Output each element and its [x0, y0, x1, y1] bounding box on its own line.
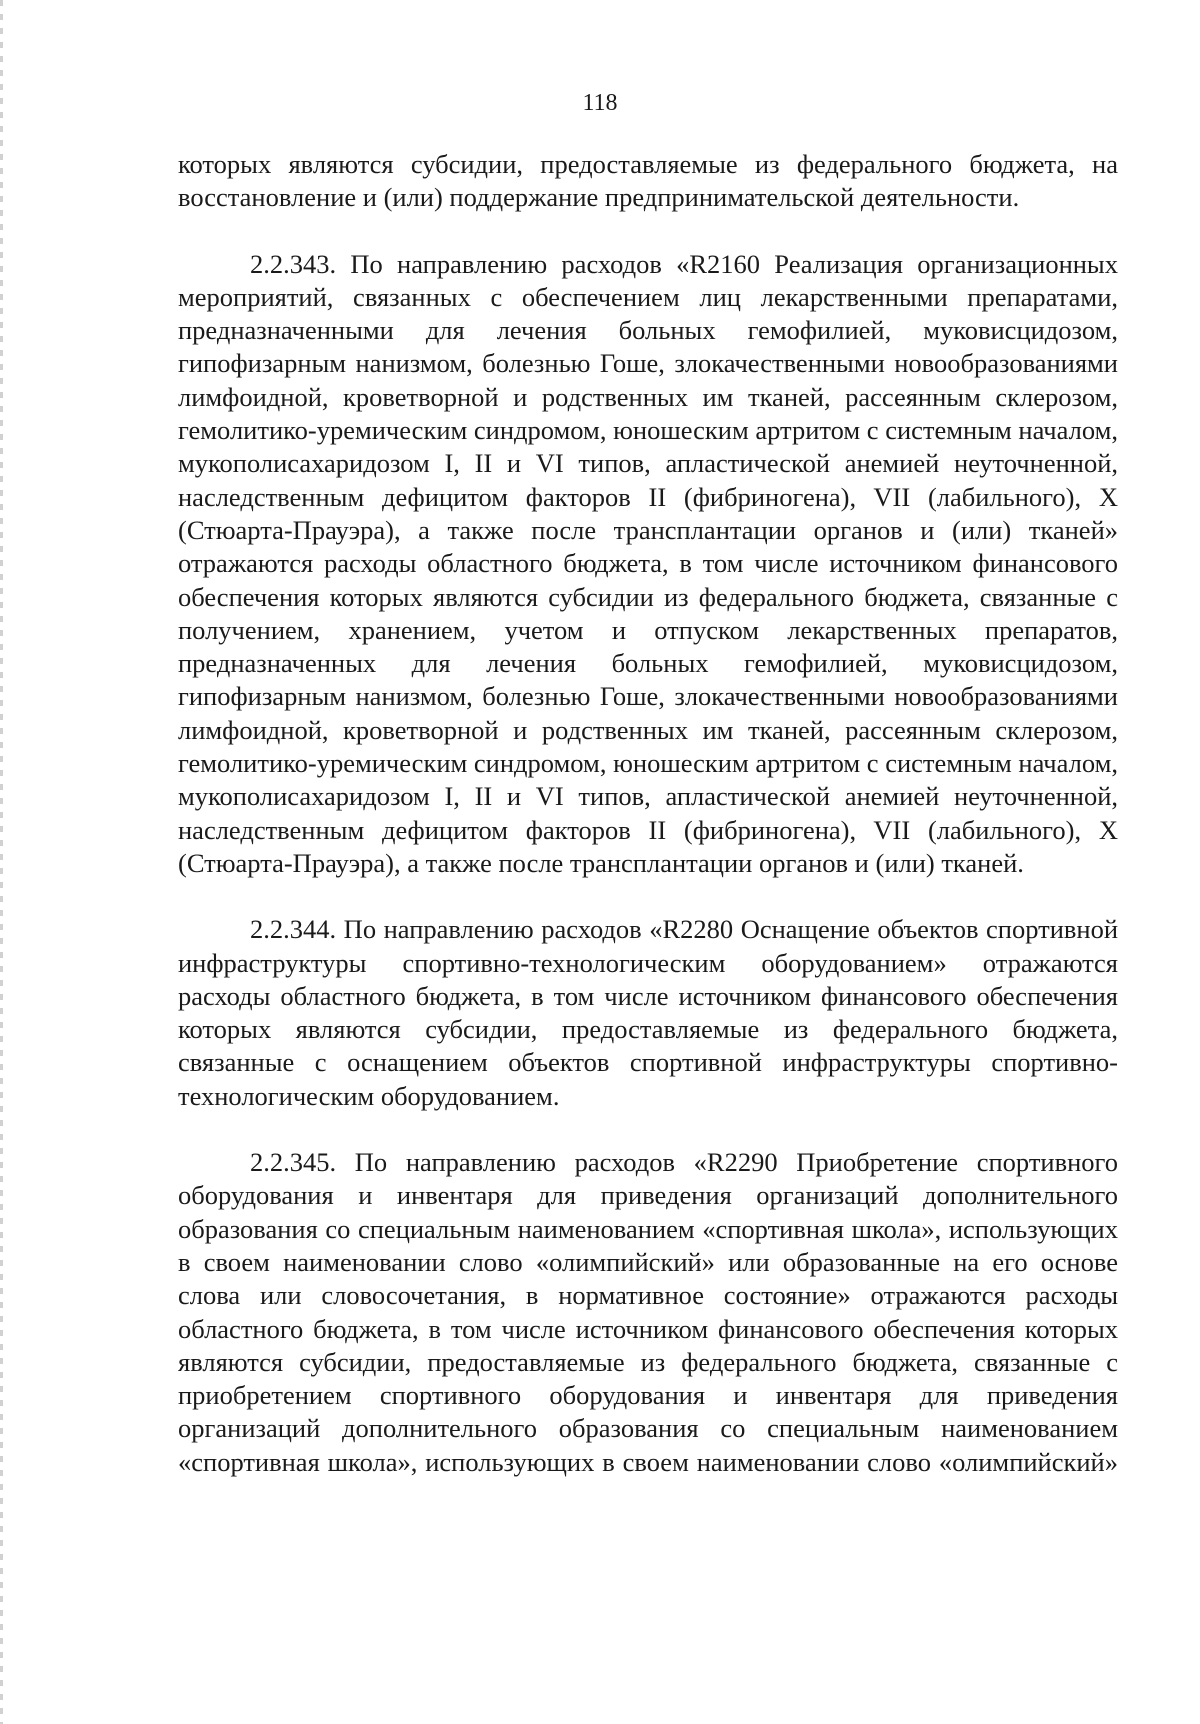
scan-edge-artifact	[0, 0, 3, 1724]
paragraph-2-2-344: 2.2.344. По направлению расходов «R2280 Оснащение объектов спортивной инфраструктуры спортивно-технологическим оборудованием» отражаются расходы областного бюджета, в том числе источником финансового обеспечения которых являются субсидии, предоставляемые из федерального бюджета, связанные с оснащением объектов спортивной инфраструктуры спортивно-технологическим оборудованием.	[178, 914, 1118, 1111]
paragraph-2-2-345: 2.2.345. По направлению расходов «R2290 Приобретение спортивного оборудования и инвентаря для приведения организаций дополнительного образования со специальным наименованием «спортивная школа», использующих в своем наименовании слово «олимпийский» или образованные на его основе слова или словосочетания, в нормативное состояние» отражаются расходы областного бюджета, в том числе источником финансового обеспечения которых являются субсидии, предоставляемые из федерального бюджета, связанные с приобретением спортивного оборудования и инвентаря для приведения организаций дополнительного образования со специальным наименованием «спортивная школа», использующих в своем наименовании слово «олимпийский»	[178, 1147, 1118, 1477]
document-body	[178, 148, 1118, 1479]
paragraph-2-2-343: 2.2.343. По направлению расходов «R2160 Реализация организационных мероприятий, связанных с обеспечением лиц лекарственными препаратами, предназначенными для лечения больных гемофилией, муковисцидозом, гипофизарным нанизмом, болезнью Гоше, злокачественными новообразованиями лимфоидной, кроветворной и родственных им тканей, рассеянным склерозом, гемолитико-уремическим синдромом, юношеским артритом с системным началом, мукополисахаридозом I, II и VI типов, апластической анемией неуточненной, наследственным дефицитом факторов II (фибриногена), VII (лабильного), X (Стюарта-Прауэра), а также после трансплантации органов и (или) тканей» отражаются расходы областного бюджета, в том числе источником финансового обеспечения которых являются субсидии из федерального бюджета, связанные с получением, хранением, учетом и отпуском лекарственных препаратов, предназначенных для лечения больных гемофилией, муковисцидозом, гипофизарным нанизмом, болезнью Гоше, злокачественными новообразованиями лимфоидной, кроветворной и родственных им тканей, рассеянным склерозом, гемолитико-уремическим синдромом, юношеским артритом с системным началом, мукополисахаридозом I, II и VI типов, апластической анемией неуточненной, наследственным дефицитом факторов II (фибриногена), VII (лабильного), X (Стюарта-Прауэра), а также после трансплантации органов и (или) тканей.	[178, 248, 1118, 878]
paragraph-continued: которых являются субсидии, предоставляемые из федерального бюджета, на восстановление и (или) поддержание предпринимательской деятельности.	[178, 149, 1118, 213]
page-number: 118	[582, 90, 618, 116]
